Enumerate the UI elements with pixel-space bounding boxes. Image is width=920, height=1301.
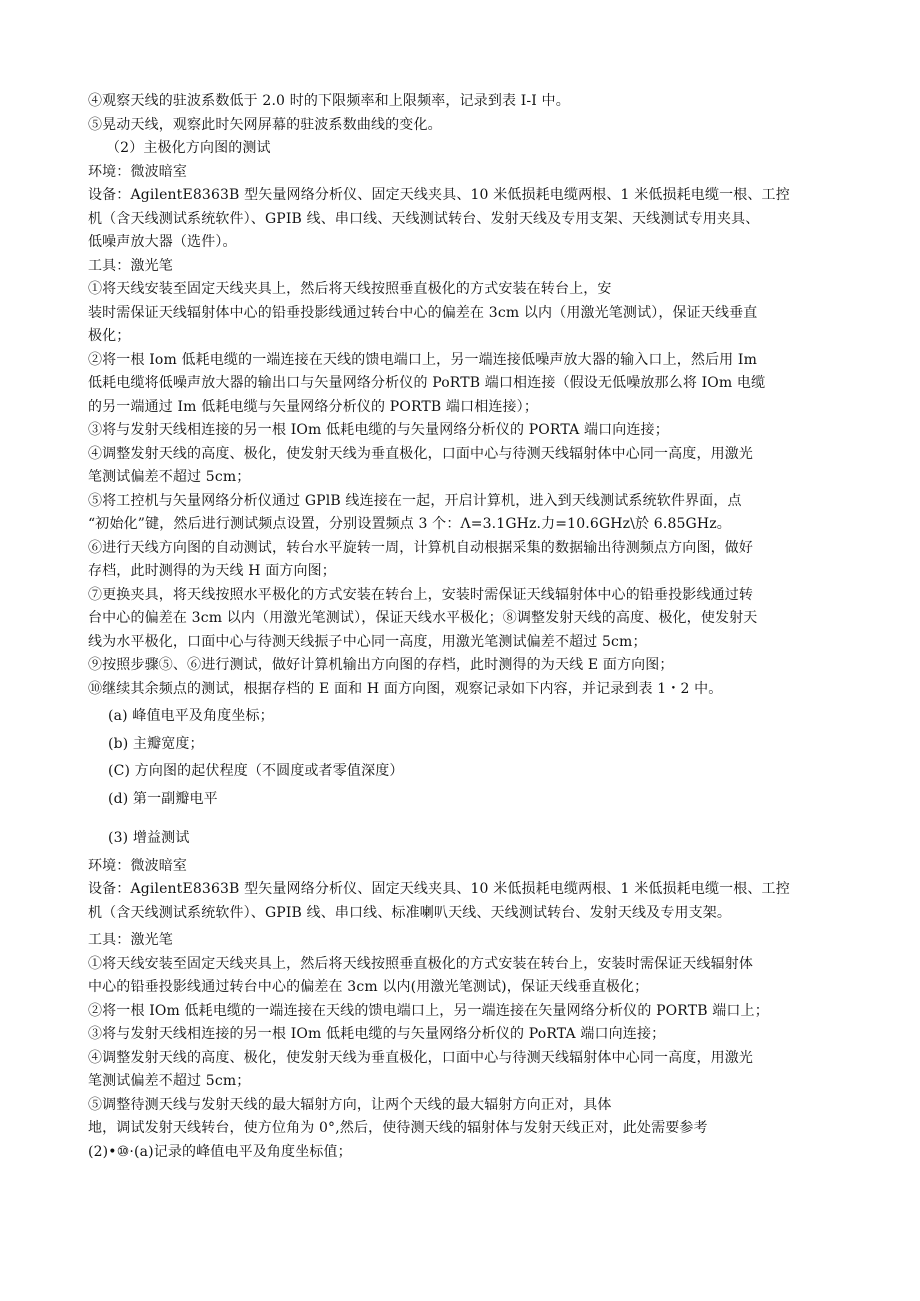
text-line: ②将一根 IOm 低耗电缆的一端连接在天线的馈电端口上，另一端连接在矢量网络分析仪的 PORTB 端口上； xyxy=(88,1002,769,1019)
text-line: ⑦更换夹具，将天线按照水平极化的方式安装在转台上，安装时需保证天线辐射体中心的铅垂投影线通过转 xyxy=(88,586,754,603)
text-line: ④调整发射天线的高度、极化，使发射天线为垂直极化，口面中心与待测天线辐射体中心同一高度，用激光 xyxy=(88,445,754,462)
text-line: 地，调试发射天线转台，使方位角为 0°,然后，使待测天线的辐射体与发射天线正对，此处需要参考 xyxy=(88,1120,708,1136)
list-item: (b) 主瓣宽度； xyxy=(108,735,204,752)
text-line: 笔测试偏差不超过 5cm； xyxy=(88,1073,251,1089)
text-line: ⑤将工控机与矢量网络分析仪通过 GPlB 线连接在一起，开启计算机，进入到天线测试系统软件界面，点 xyxy=(88,492,742,509)
text-line: ②将一根 Iom 低耗电缆的一端连接在天线的馈电端口上，另一端连接低噪声放大器的输入口上，然后用 Im xyxy=(88,351,758,368)
text-line: 极化； xyxy=(88,328,131,344)
text-line: ④观察天线的驻波系数低于 2.0 时的下限频率和上限频率，记录到表 I-I 中。 xyxy=(88,93,570,109)
text-line: “初始化”键，然后进行测试频点设置，分别设置频点 3 个：Λ=3.1GHz.力=10.6GHz\於 6.85GHz。 xyxy=(88,516,731,532)
text-line: 线为水平极化，口面中心与待测天线振子中心同一高度，用激光笔测试偏差不超过 5cm； xyxy=(88,633,647,650)
text-line: ⑩继续其余频点的测试，根据存档的 E 面和 H 面方向图，观察记录如下内容，并记录到表 1・2 中。 xyxy=(88,680,723,697)
list-item: (a) 峰值电平及角度坐标； xyxy=(108,708,274,724)
text-line: 环境：微波暗室 xyxy=(88,163,188,180)
text-line: ①将天线安装至固定天线夹具上，然后将天线按照垂直极化的方式安装在转台上，安 xyxy=(88,281,612,297)
text-line: 笔测试偏差不超过 5cm； xyxy=(88,469,251,485)
text-line: 低噪声放大器（选件）。 xyxy=(88,234,237,250)
text-line: (2)•⑩·(a)记录的峰值电平及角度坐标值； xyxy=(88,1143,352,1160)
text-line: 低耗电缆将低噪声放大器的输出口与矢量网络分析仪的 PoRTB 端口相连接（假设无低噪放那么将 IOm 电缆 xyxy=(88,375,766,391)
text-line: 台中心的偏差在 3cm 以内（用激光笔测试），保证天线水平极化；⑧调整发射天线的高度、极化，使发射天 xyxy=(88,610,758,626)
text-line: ③将与发射天线相连接的另一根 IOm 低耗电缆的与矢量网络分析仪的 PoRTA 端口向连接； xyxy=(88,1026,666,1042)
text-line: 机（含天线测试系统软件）、GPIB 线、串口线、标准喇叭天线、天线测试转台、发射天线及专用支架。 xyxy=(88,904,732,921)
document-page xyxy=(88,90,828,1164)
text-line: ④调整发射天线的高度、极化，使发射天线为垂直极化，口面中心与待测天线辐射体中心同一高度，用激光 xyxy=(88,1049,754,1066)
text-line: ⑤晃动天线，观察此时矢网屏幕的驻波系数曲线的变化。 xyxy=(88,116,442,133)
text-line: 工具：激光笔 xyxy=(88,932,173,948)
text-line: 机（含天线测试系统软件）、GPIB 线、串口线、天线测试转台、发射天线及专用支架、天线测试专用夹具、 xyxy=(88,210,760,227)
text-line: 存档，此时测得的为天线 H 面方向图； xyxy=(88,563,336,579)
text-line: ⑤调整待测天线与发射天线的最大辐射方向，让两个天线的最大辐射方向正对，具体 xyxy=(88,1096,612,1113)
text-line: 工具：激光笔 xyxy=(88,257,173,274)
section-heading: （2）主极化方向图的测试 xyxy=(106,140,271,156)
text-line: 环境：微波暗室 xyxy=(88,857,188,874)
list-item: (d) 第一副瓣电平 xyxy=(108,790,218,807)
list-item: (C) 方向图的起伏程度（不圆度或者零值深度） xyxy=(108,763,404,779)
text-line: 设备：AgilentE8363B 型矢量网络分析仪、固定天线夹具、10 米低损耗电缆两根、1 米低损耗电缆一根、工控 xyxy=(88,881,790,897)
text-line: ⑥进行天线方向图的自动测试，转台水平旋转一周，计算机自动根据采集的数据输出待测频点方向图，做好 xyxy=(88,539,754,556)
text-line: ①将天线安装至固定天线夹具上，然后将天线按照垂直极化的方式安装在转台上，安装时需保证天线辐射体 xyxy=(88,955,754,972)
text-line: ⑨按照步骤⑤、⑥进行测试，做好计算机输出方向图的存档，此时测得的为天线 E 面方向图； xyxy=(88,657,674,673)
text-line: 的另一端通过 Im 低耗电缆与矢量网络分析仪的 PORTB 端口相连接）； xyxy=(88,398,538,415)
section-heading: (3) 增益测试 xyxy=(108,830,190,846)
text-line: 设备：AgilentE8363B 型矢量网络分析仪、固定天线夹具、10 米低损耗电缆两根、1 米低损耗电缆一根、工控 xyxy=(88,187,790,203)
text-line: 装时需保证天线辐射体中心的铅垂投影线通过转台中心的偏差在 3cm 以内（用激光笔测试），保证天线垂直 xyxy=(88,304,758,321)
text-line: ③将与发射天线相连接的另一根 IOm 低耗电缆的与矢量网络分析仪的 PORTA 端口向连接； xyxy=(88,422,669,438)
text-line: 中心的铅垂投影线通过转台中心的偏差在 3cm 以内(用激光笔测试)，保证天线垂直极化； xyxy=(88,979,649,995)
